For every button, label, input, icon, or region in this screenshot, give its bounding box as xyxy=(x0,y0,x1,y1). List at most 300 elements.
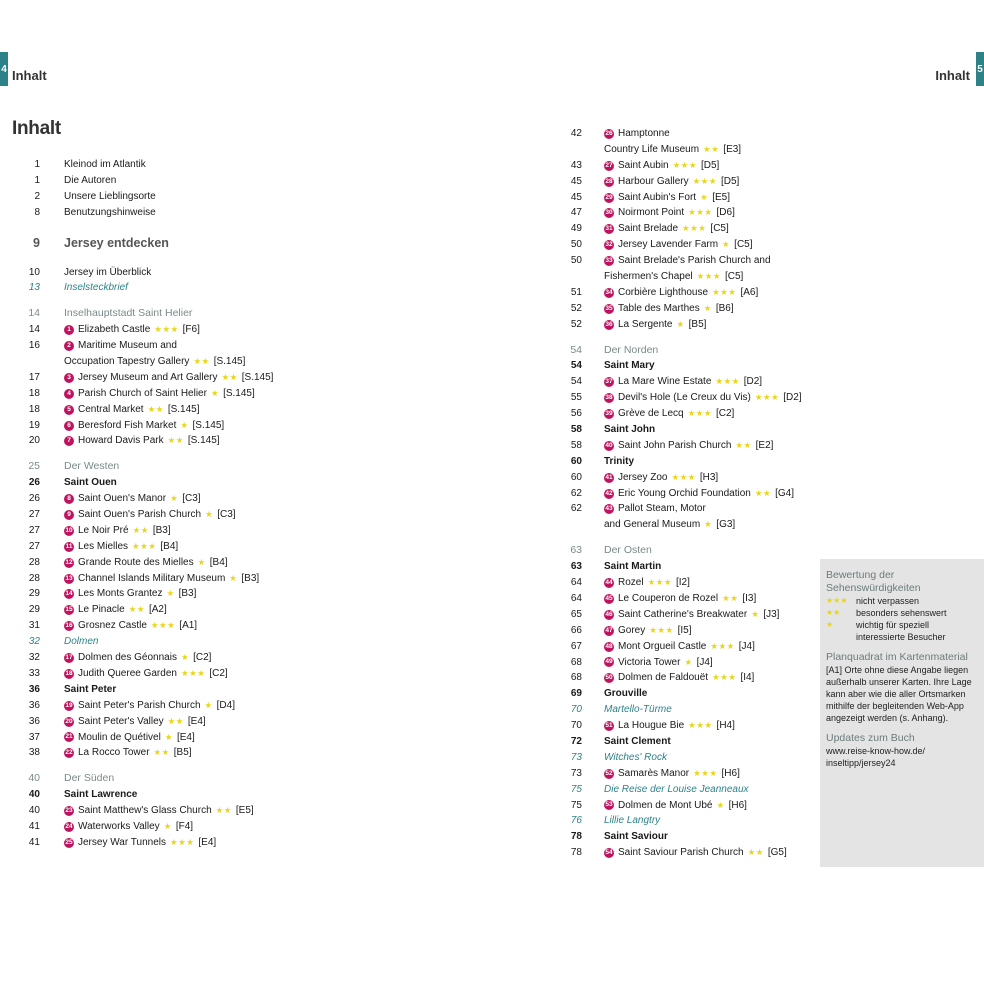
running-head-left: Inhalt xyxy=(12,68,47,83)
sight-number-marker: 28 xyxy=(605,177,613,185)
entry xyxy=(64,602,167,618)
toc-row xyxy=(0,539,420,555)
entry xyxy=(604,343,658,359)
toc-row xyxy=(548,639,818,655)
entry-title: Jersey Museum and Art Gallery xyxy=(78,371,218,383)
sight-number-marker: 25 xyxy=(65,838,73,846)
page-number: 64 xyxy=(570,577,582,589)
map-reference: [E3] xyxy=(723,143,742,155)
toc-row xyxy=(548,317,818,333)
entry-title: Samarès Manor xyxy=(618,767,690,779)
page-number: 62 xyxy=(570,503,582,515)
page-number: 40 xyxy=(28,789,40,801)
entry xyxy=(64,475,117,491)
entry xyxy=(604,655,713,671)
sight-number-marker: 42 xyxy=(605,489,613,497)
map-reference: [C2] xyxy=(193,652,212,664)
entry-title: Saint Clement xyxy=(604,735,671,747)
entry-title: Saint Saviour Parish Church xyxy=(618,847,744,859)
toc-row xyxy=(548,269,818,285)
entry-title: Corbière Lighthouse xyxy=(618,286,709,298)
entry-title: Les Mielles xyxy=(78,540,129,552)
toc-row xyxy=(0,682,420,698)
entry xyxy=(604,317,706,333)
map-reference: [H3] xyxy=(699,471,719,483)
map-reference: [B5] xyxy=(688,318,707,330)
page-number: 18 xyxy=(28,403,40,415)
toc-row xyxy=(548,142,818,158)
sight-number-marker: 29 xyxy=(605,193,613,201)
rating-stars-icon: ★★★ xyxy=(154,324,179,335)
toc-row xyxy=(0,650,420,666)
toc-row xyxy=(0,787,420,803)
page-number: 36 xyxy=(28,715,40,727)
map-reference: [D2] xyxy=(743,376,763,388)
map-reference: [E5] xyxy=(712,191,730,203)
entry-title: Jersey entdecken xyxy=(64,235,169,250)
page-number: 14 xyxy=(28,324,40,336)
entry-title: Howard Davis Park xyxy=(78,435,164,447)
rating-stars-icon: ★★ xyxy=(215,805,232,816)
entry xyxy=(604,438,773,454)
rating-stars-icon: ★ xyxy=(170,493,179,504)
rating-stars-icon: ★★★ xyxy=(688,207,713,218)
page-number: 37 xyxy=(28,731,40,743)
updates-link[interactable]: www.reise-know-how.de/ xyxy=(826,746,926,756)
rating-legend-text: besonders sehenswert xyxy=(856,608,947,618)
map-reference: [S.145] xyxy=(223,387,255,399)
entry-title: Trinity xyxy=(604,455,635,467)
sight-number-marker: 21 xyxy=(65,733,73,741)
toc-row xyxy=(548,237,818,253)
entry-title: Saint Aubin xyxy=(618,159,669,171)
page-number: 51 xyxy=(570,286,582,298)
rating-legend-row xyxy=(826,619,978,631)
toc-row xyxy=(0,157,420,173)
toc-row xyxy=(548,343,818,359)
entry xyxy=(64,433,220,449)
entry-title: Le Noir Pré xyxy=(78,524,129,536)
page-number: 43 xyxy=(570,159,582,171)
entry xyxy=(64,370,273,386)
entry-title: Saint Peter xyxy=(64,683,117,695)
page-number: 54 xyxy=(570,360,582,372)
rating-stars-icon: ★★★ xyxy=(682,223,707,234)
entry-title: Waterworks Valley xyxy=(78,820,160,832)
entry-title: Dolmen xyxy=(64,636,99,648)
entry-title: Hamptonne xyxy=(618,128,670,139)
page-number: 64 xyxy=(570,592,582,604)
entry-title: Martello-Türme xyxy=(604,704,672,716)
page-number: 62 xyxy=(570,487,582,499)
page-number: 26 xyxy=(28,493,40,505)
entry xyxy=(604,269,743,285)
entry-title: Jersey Lavender Farm xyxy=(618,239,719,251)
rating-legend-row xyxy=(826,595,978,607)
sight-number-marker: 10 xyxy=(65,526,73,534)
entry xyxy=(64,265,151,281)
entry xyxy=(64,730,195,746)
entry-title: and General Museum xyxy=(604,519,701,531)
map-reference: [B3] xyxy=(152,524,171,536)
page-number: 52 xyxy=(570,302,582,314)
page-number: 60 xyxy=(570,455,582,467)
entry-title: Gorey xyxy=(618,624,646,636)
toc-row xyxy=(0,555,420,571)
toc-row xyxy=(548,766,818,782)
map-reference: [D4] xyxy=(216,699,235,711)
sight-number-marker: 41 xyxy=(605,473,613,481)
rating-stars-icon: ★★★ xyxy=(170,836,195,847)
page-number: 13 xyxy=(28,282,40,294)
sight-number-marker: 32 xyxy=(605,241,613,249)
map-reference: [C2] xyxy=(715,408,735,420)
rating-stars-icon: ★ xyxy=(751,608,760,619)
entry xyxy=(64,618,197,634)
entry-title: Dolmen de Faldouët xyxy=(618,672,709,684)
rating-stars-icon: ★★★ xyxy=(687,408,712,419)
sight-number-marker: 43 xyxy=(605,505,613,513)
toc-row xyxy=(0,491,420,507)
entry xyxy=(604,575,690,591)
map-reference: [D6] xyxy=(716,207,735,219)
entry xyxy=(604,486,794,502)
rating-stars-icon: ★ xyxy=(676,318,685,329)
entry-title: Saint Martin xyxy=(604,561,662,573)
sight-number-marker: 39 xyxy=(605,410,613,418)
toc-row xyxy=(0,402,420,418)
rating-stars-icon: ★★★ xyxy=(688,720,713,731)
toc-row xyxy=(548,845,818,861)
page-number: 63 xyxy=(570,544,582,557)
map-reference: [J3] xyxy=(763,608,780,620)
entry-title: Saint John xyxy=(604,424,656,436)
map-reference: [E5] xyxy=(235,805,254,817)
rating-stars-icon: ★ xyxy=(205,509,214,520)
page-number: 78 xyxy=(570,847,582,859)
entry-title: Le Couperon de Rozel xyxy=(618,592,719,604)
entry xyxy=(64,402,200,418)
map-reference: [I3] xyxy=(742,592,757,604)
rating-stars-icon: ★★★ xyxy=(696,271,721,282)
entry-title: Unsere Lieblingsorte xyxy=(64,190,156,202)
entry xyxy=(64,354,245,370)
toc-row xyxy=(548,438,818,454)
page-number: 60 xyxy=(570,471,582,483)
sight-number-marker: 36 xyxy=(605,320,613,328)
map-reference: [H6] xyxy=(728,799,747,811)
entry-title: Saint Matthew's Glass Church xyxy=(78,805,212,817)
toc-row xyxy=(548,126,818,142)
entry-title: Judith Queree Garden xyxy=(78,667,177,679)
page-number: 28 xyxy=(28,572,40,584)
entry xyxy=(604,686,647,702)
page-number: 50 xyxy=(570,239,582,251)
toc-row xyxy=(0,354,420,370)
rating-stars-icon: ★★★ xyxy=(710,640,735,651)
entry xyxy=(604,829,668,845)
toc-row xyxy=(548,501,818,517)
sight-number-marker: 6 xyxy=(64,421,74,431)
page-number: 63 xyxy=(570,561,582,573)
entry-title: Lillie Langtry xyxy=(604,815,661,827)
page-number: 54 xyxy=(570,376,582,388)
entry-title: Saint Ouen's Parish Church xyxy=(78,509,202,521)
rating-stars-icon: ★ xyxy=(700,191,709,202)
entry xyxy=(64,173,116,189)
entry xyxy=(64,787,137,803)
page-number: 8 xyxy=(34,206,40,218)
entry-title: Saint Brelade's Parish Church and xyxy=(618,255,771,267)
entry-title: Der Osten xyxy=(604,544,652,557)
rating-stars-icon: ★★ xyxy=(722,592,739,603)
sight-number-marker: 7 xyxy=(64,436,74,446)
rating-stars-icon: ★★★ xyxy=(647,577,672,588)
toc-left-column xyxy=(0,157,420,851)
entry xyxy=(604,237,753,253)
page-number: 41 xyxy=(28,820,40,832)
page-number: 73 xyxy=(570,751,582,763)
rating-stars-icon: ★★★ xyxy=(180,667,206,678)
page-number: 55 xyxy=(570,392,582,404)
rating-stars-icon: ★★ xyxy=(147,403,164,414)
map-reference: [G5] xyxy=(767,847,787,859)
rating-stars-icon: ★ xyxy=(229,572,238,583)
rating-stars-icon: ★★★ xyxy=(649,624,674,635)
toc-row xyxy=(0,835,420,851)
entry xyxy=(64,491,201,507)
entry xyxy=(604,358,655,374)
toc-row xyxy=(548,782,818,798)
toc-row xyxy=(548,798,818,814)
toc-row xyxy=(548,718,818,734)
toc-row xyxy=(548,517,818,533)
map-reference: [A6] xyxy=(740,286,759,298)
entry xyxy=(604,422,655,438)
entry-title: Grosnez Castle xyxy=(78,620,147,632)
toc-row xyxy=(548,174,818,190)
entry xyxy=(604,782,749,798)
sight-number-marker: 45 xyxy=(605,594,613,602)
page-number: 75 xyxy=(570,783,582,795)
map-reference: [C3] xyxy=(217,509,236,521)
sight-number-marker: 15 xyxy=(65,606,73,614)
sight-number-marker: 2 xyxy=(64,341,74,351)
entry xyxy=(604,253,771,269)
sight-number-marker: 30 xyxy=(605,209,613,217)
sight-number-marker: 17 xyxy=(65,654,73,661)
toc-row xyxy=(0,618,420,634)
entry-title: Beresford Fish Market xyxy=(78,419,177,431)
map-reference: [A2] xyxy=(148,604,167,616)
map-reference: [S.145] xyxy=(187,435,220,447)
map-reference: [C5] xyxy=(725,271,744,283)
toc-row xyxy=(548,575,818,591)
rating-stars-icon: ★★★ xyxy=(150,620,176,631)
entry-title: Harbour Gallery xyxy=(618,175,689,187)
page-number: 19 xyxy=(28,419,40,431)
entry xyxy=(604,158,719,174)
rating-stars-icon: ★ xyxy=(164,731,173,742)
toc-row xyxy=(0,475,420,491)
updates-link-2[interactable]: inseltipp/jersey24 xyxy=(826,758,896,768)
sight-number-marker: 33 xyxy=(605,257,613,265)
entry-title: Occupation Tapestry Gallery xyxy=(64,356,190,368)
entry xyxy=(604,174,739,190)
page-number: 9 xyxy=(33,235,40,250)
sight-number-marker: 13 xyxy=(65,574,73,582)
map-reference: [E4] xyxy=(198,836,217,848)
map-reference: [C5] xyxy=(734,239,753,251)
rating-stars-icon: ★ xyxy=(163,820,172,831)
toc-row xyxy=(548,221,818,237)
entry-title: Inselhauptstadt Saint Helier xyxy=(64,307,193,320)
toc-row xyxy=(548,470,818,486)
entry xyxy=(64,507,236,523)
page-number: 14 xyxy=(28,307,40,320)
toc-row xyxy=(548,670,818,686)
toc-row xyxy=(0,730,420,746)
toc-row xyxy=(548,190,818,206)
map-reference: [J4] xyxy=(696,656,713,668)
toc-row xyxy=(0,280,420,296)
rating-stars-icon: ★★ xyxy=(153,747,170,758)
map-reference: [D2] xyxy=(783,392,802,404)
page-number: 54 xyxy=(570,343,582,356)
entry xyxy=(604,285,758,301)
entry xyxy=(604,190,730,206)
running-head-right: Inhalt xyxy=(935,68,970,83)
rating-stars-icon: ★ xyxy=(180,419,189,430)
star-icon: ★ xyxy=(826,620,834,629)
entry-title: Saint Saviour xyxy=(604,831,668,843)
toc-row xyxy=(0,433,420,449)
page-number: 26 xyxy=(28,477,40,489)
sight-number-marker: 20 xyxy=(65,717,73,725)
sight-number-marker: 8 xyxy=(64,494,74,504)
entry xyxy=(604,390,802,406)
entry xyxy=(604,126,670,142)
sight-number-marker: 9 xyxy=(64,510,74,520)
toc-row xyxy=(0,698,420,714)
entry-title: Jersey War Tunnels xyxy=(78,836,166,848)
entry-title: Inselsteckbrief xyxy=(64,282,128,294)
entry xyxy=(64,634,98,650)
toc-row xyxy=(548,301,818,317)
map-reference: [B3] xyxy=(241,572,260,584)
rating-stars-icon: ★ xyxy=(166,588,175,599)
toc-row xyxy=(0,819,420,835)
page-number-tab-left: 4 xyxy=(0,52,8,86)
page-number: 76 xyxy=(570,815,582,827)
map-reference: [A1] xyxy=(179,620,198,632)
entry-title: Parish Church of Saint Helier xyxy=(78,387,207,399)
sight-number-marker: 46 xyxy=(605,610,613,618)
entry-title: Table des Marthes xyxy=(618,302,700,314)
rating-stars-icon: ★★ xyxy=(193,356,210,367)
entry-title: La Mare Wine Estate xyxy=(618,376,712,388)
entry-title: Moulin de Quétivel xyxy=(78,731,161,743)
toc-row xyxy=(0,634,420,650)
toc-row xyxy=(0,745,420,761)
toc-row xyxy=(548,358,818,374)
sight-number-marker: 4 xyxy=(64,389,74,399)
entry xyxy=(64,835,216,851)
entry xyxy=(604,845,787,861)
entry-title: Saint Mary xyxy=(604,360,655,372)
entry xyxy=(64,714,206,730)
entry xyxy=(604,406,734,422)
rating-stars-icon: ★★★ xyxy=(712,672,737,683)
entry xyxy=(604,374,762,390)
entry-title: Maritime Museum and xyxy=(78,340,177,352)
sight-number-marker: 35 xyxy=(605,304,613,312)
page-number: 27 xyxy=(28,540,40,552)
entry xyxy=(64,682,116,698)
entry xyxy=(604,591,756,607)
entry-title: Saint Ouen's Manor xyxy=(78,493,167,505)
sight-number-marker: 19 xyxy=(65,701,73,709)
toc-row xyxy=(548,422,818,438)
page-number: 40 xyxy=(28,772,40,785)
entry xyxy=(64,157,146,173)
sight-number-marker: 26 xyxy=(605,129,613,137)
page-number: 50 xyxy=(570,255,582,267)
toc-row xyxy=(0,306,420,322)
sight-number-marker: 1 xyxy=(64,325,74,335)
sight-number-marker: 11 xyxy=(65,542,73,550)
entry-title: Saint Peter's Valley xyxy=(78,715,164,727)
entry xyxy=(604,301,734,317)
entry xyxy=(64,189,156,205)
toc-row xyxy=(0,714,420,730)
toc-row xyxy=(548,655,818,671)
entry xyxy=(64,819,193,835)
sight-number-marker: 18 xyxy=(65,669,73,677)
page-number: 25 xyxy=(28,460,40,473)
entry xyxy=(604,670,754,686)
toc-row xyxy=(548,543,818,559)
entry-title: Le Pinacle xyxy=(78,604,125,616)
entry-title: Eric Young Orchid Foundation xyxy=(618,487,751,499)
entry xyxy=(64,771,114,787)
entry xyxy=(604,543,652,559)
sight-number-marker: 27 xyxy=(605,161,613,169)
toc-row xyxy=(548,486,818,502)
entry xyxy=(64,539,178,555)
entry-title: Die Autoren xyxy=(64,174,117,186)
entry-title: Channel Islands Military Museum xyxy=(78,572,226,584)
entry xyxy=(604,623,692,639)
toc-row xyxy=(548,591,818,607)
page-number: 58 xyxy=(570,439,582,451)
entry-title: Elizabeth Castle xyxy=(78,324,151,336)
rating-stars-icon: ★ xyxy=(703,302,712,313)
rating-stars-icon: ★ xyxy=(204,699,213,710)
toc-row xyxy=(548,559,818,575)
page-number: 32 xyxy=(28,636,40,648)
rating-stars-icon: ★★ xyxy=(735,439,752,450)
toc-row xyxy=(0,205,420,221)
entry-title: Dolmen de Mont Ubé xyxy=(618,799,713,811)
sight-number-marker: 40 xyxy=(605,441,613,449)
map-reference: [C3] xyxy=(182,493,201,505)
page-number: 69 xyxy=(570,688,582,700)
toc-row xyxy=(548,734,818,750)
rating-stars-icon: ★ xyxy=(704,519,713,530)
toc-row xyxy=(0,507,420,523)
entry-title: Dolmen des Géonnais xyxy=(78,652,177,664)
